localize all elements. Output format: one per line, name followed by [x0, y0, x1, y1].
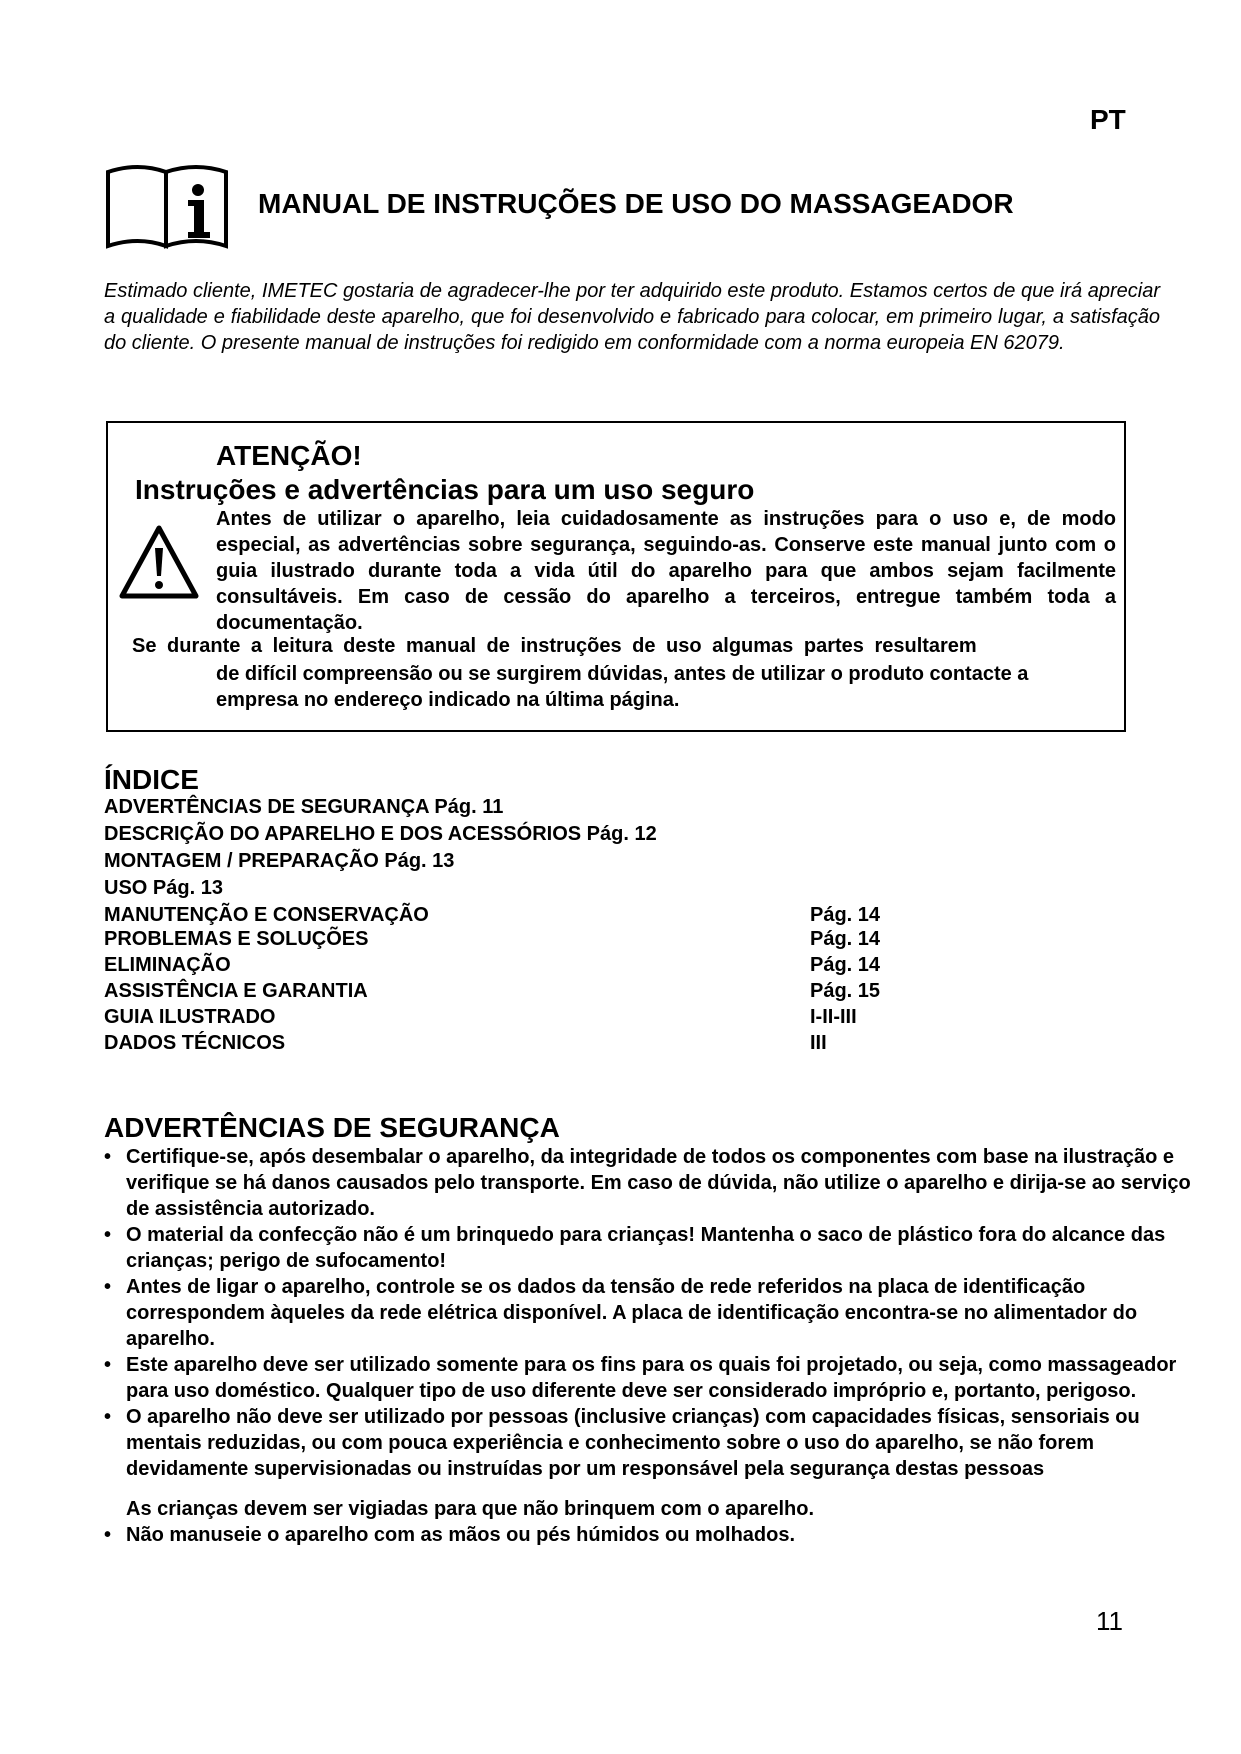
info-book-icon — [104, 160, 230, 250]
index-item: MANUTENÇÃO E CONSERVAÇÃO — [104, 904, 429, 926]
index-item-page: III — [810, 1032, 827, 1054]
index-item-page: Pág. 14 — [810, 928, 881, 950]
index-item-page: Pág. 14 — [810, 904, 881, 926]
bullet-icon: • — [104, 1406, 112, 1428]
list-item: • O aparelho não deve ser utilizado por pessoas (inclusive crianças) com capacidades físicas, sensoriais ou mentais reduzidas, ou com pouca experiência e conhecimento sobre o uso do aparelho, se não forem devidamente supervisionadas ou instruídas por um responsável pela segurança destas pessoas — [104, 1406, 1140, 1480]
list-item: • Certifique-se, após desembalar o aparelho, da integridade de todos os componentes com base na ilustração e verifique se há danos causados pelo transporte. Em caso de dúvida, não utilize o aparelho e dirija-se ao serviço de assistência autorizado. — [104, 1146, 1191, 1220]
list-item: • O material da confecção não é um brinquedo para crianças! Mantenha o saco de plástico fora do alcance das crianças; perigo de sufocamento! — [104, 1224, 1166, 1272]
list-item: • Não manuseie o aparelho com as mãos ou pés húmidos ou molhados. — [104, 1524, 796, 1546]
warning-paragraph-1: Antes de utilizar o aparelho, leia cuidadosamente as instruções para o uso e, de modo especial, as advertências sobre segurança, seguindo-as. Conserve este manual junto com o guia ilustrado durante toda a vida útil do aparelho para que ambos sejam facilmente consultáveis. Em caso de cessão do aparelho a terceiros, entregue também toda a documentação. — [216, 508, 1116, 634]
index-item: ASSISTÊNCIA E GARANTIA — [104, 980, 368, 1002]
list-item: • Antes de ligar o aparelho, controle se os dados da tensão de rede referidos na placa de identificação correspondem àqueles da rede elétrica disponível. A placa de identificação encontra-se no alimentador do aparelho. — [104, 1276, 1138, 1350]
index-item: DESCRIÇÃO DO APARELHO E DOS ACESSÓRIOS Pág. 12 — [104, 823, 657, 845]
safety-list — [104, 1144, 1194, 1548]
bullet-icon: • — [104, 1354, 112, 1376]
list-item-continuation: As crianças devem ser vigiadas para que não brinquem com o aparelho. — [126, 1498, 815, 1520]
bullet-icon: • — [104, 1224, 112, 1246]
index-item: PROBLEMAS E SOLUÇÕES — [104, 928, 369, 950]
bullet-icon: • — [104, 1524, 112, 1546]
index-item-page: Pág. 15 — [810, 980, 881, 1002]
warning-paragraph-2-rest: de difícil compreensão ou se surgirem dúvidas, antes de utilizar o produto contacte a empresa no endereço indicado na última página. — [216, 663, 1029, 711]
warning-paragraph-2-line-1: Se durante a leitura deste manual de instruções de uso algumas partes resultarem — [132, 635, 977, 657]
index-item: DADOS TÉCNICOS — [104, 1032, 286, 1054]
bullet-icon: • — [104, 1146, 112, 1168]
index-item: GUIA ILUSTRADO — [104, 1006, 276, 1028]
index-item: MONTAGEM / PREPARAÇÃO Pág. 13 — [104, 850, 455, 872]
list-item: • Este aparelho deve ser utilizado somente para os fins para os quais foi projetado, ou seja, como massageador para uso doméstico. Qualquer tipo de uso diferente deve ser considerado impróprio e, portanto, perigoso. — [104, 1354, 1177, 1402]
index-item-page: Pág. 14 — [810, 954, 881, 976]
warning-subtitle: Instruções e advertências para um uso seguro — [135, 474, 755, 505]
language-code: PT — [1090, 104, 1126, 135]
safety-heading: ADVERTÊNCIAS DE SEGURANÇA — [104, 1112, 560, 1143]
index-item: USO Pág. 13 — [104, 877, 223, 899]
intro-paragraph: Estimado cliente, IMETEC gostaria de agradecer-lhe por ter adquirido este produto. Estamos certos de que irá apreciar a qualidade e fiabilidade deste aparelho, que foi desenvolvido e fabricado para colocar, em primeiro lugar, a satisfação do cliente. O presente manual de instruções foi redigido em conformidade com a norma europeia EN 62079. — [104, 280, 1160, 354]
index-item: ADVERTÊNCIAS DE SEGURANÇA Pág. 11 — [104, 796, 504, 818]
bullet-icon: • — [104, 1276, 112, 1298]
warning-triangle-icon — [118, 524, 200, 600]
warning-title: ATENÇÃO! — [216, 440, 362, 471]
index-item-page: I-II-III — [810, 1006, 857, 1028]
page-title: MANUAL DE INSTRUÇÕES DE USO DO MASSAGEADOR — [258, 188, 1014, 219]
index-heading: ÍNDICE — [104, 764, 199, 795]
index-item: ELIMINAÇÃO — [104, 954, 231, 976]
page-number: 11 — [1096, 1606, 1123, 1636]
